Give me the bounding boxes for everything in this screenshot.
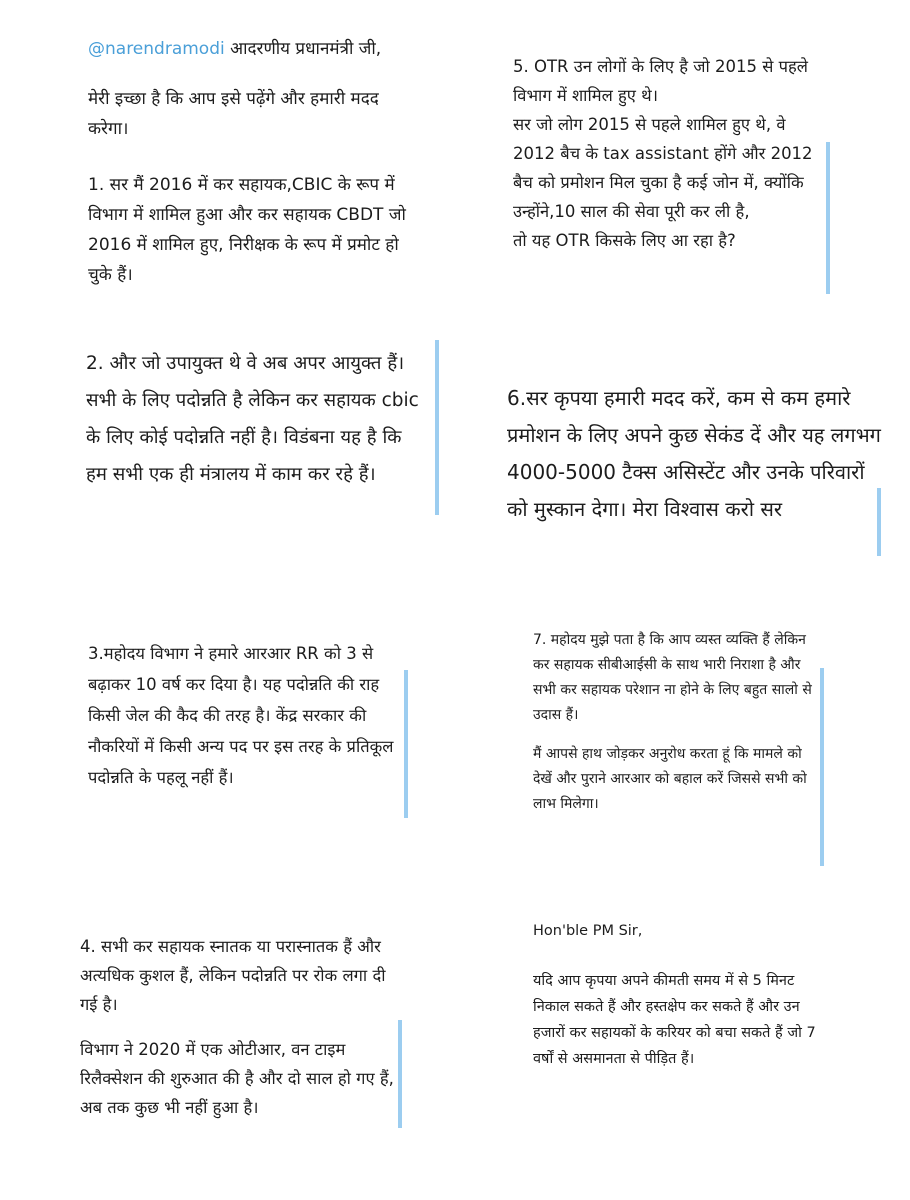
point-4b-text: विभाग ने 2020 में एक ओटीआर, वन टाइम रिलैक्सेशन की शुरुआत की है और दो साल हो गए हैं, अब तक कुछ भी नहीं हुआ है। [80,1040,394,1117]
point-7-note [533,628,818,817]
point-7a-text: 7. महोदय मुझे पता है कि आप व्यस्त व्यक्ति हैं लेकिन कर सहायक सीबीआईसी के साथ भारी निराशा है और सभी कर सहायक परेशान ना होने के लिए बहुत सालो से उदास हैं। [533,632,812,723]
point-1-text: 1. सर मैं 2016 में कर सहायक,CBIC के रूप में विभाग में शामिल हुआ और कर सहायक CBDT जो 2016 में शामिल हुए, निरीक्षक के रूप में प्रमोट हो चुके हैं। [88,175,406,285]
point-2-note [86,345,426,493]
point-7b-text: मैं आपसे हाथ जोड़कर अनुरोध करता हूं कि मामले को देखें और पुराने आरआर को बहाल करें जिससे सभी को लाभ मिलेगा। [533,746,807,812]
margin-bar-point-4 [398,1020,402,1128]
point-4-note [80,932,395,1122]
point-5-note [513,52,823,255]
intro-paragraph [88,84,418,144]
margin-bar-point-5 [826,142,830,294]
point-1-note [88,170,413,290]
intro-text: मेरी इच्छा है कि आप इसे पढ़ेंगे और हमारी मदद करेगा। [88,89,379,139]
margin-bar-point-2 [435,340,439,515]
point-3-note [88,638,398,793]
point-4a-text: 4. सभी कर सहायक स्नातक या परास्नातक हैं और अत्यधिक कुशल हैं, लेकिन पदोन्नति पर रोक लगा दी गई है। [80,937,386,1014]
closing-salutation: Hon'ble PM Sir, [533,923,643,939]
closing-note [533,918,828,1072]
greeting-text: आदरणीय प्रधानमंत्री जी, [224,39,382,59]
salutation-line [88,36,418,62]
point-6-note [507,380,882,528]
point-5a-text: 5. OTR उन लोगों के लिए है जो 2015 से पहले विभाग में शामिल हुए थे। [513,57,808,105]
closing-text: यदि आप कृपया अपने कीमती समय में से 5 मिनट निकाल सकते हैं और हस्तक्षेप कर सकते हैं और उन हजारों कर सहायकों के करियर को बचा सकते हैं जो 7 वर्षों से असमानता से पीड़ित हैं। [533,973,816,1067]
margin-bar-point-7 [820,668,824,866]
point-2-text: 2. और जो उपायुक्त थे वे अब अपर आयुक्त हैं। सभी के लिए पदोन्नति है लेकिन कर सहायक cbic के लिए कोई पदोन्नति नहीं है। विडंबना यह है कि हम सभी एक ही मंत्रालय में काम कर रहे हैं। [86,353,419,485]
mention-handle[interactable]: @narendramodi [88,39,225,59]
margin-bar-point-6 [877,488,881,556]
point-3-text: 3.महोदय विभाग ने हमारे आरआर RR को 3 से बढ़ाकर 10 वर्ष कर दिया है। यह पदोन्नति की राह किसी जेल की कैद की तरह है। केंद्र सरकार की नौकरियों में किसी अन्य पद पर इस तरह के प्रतिकूल पदोन्नति के पहलू नहीं हैं। [88,644,394,787]
point-5c-text: तो यह OTR किसके लिए आ रहा है? [513,231,736,250]
point-5b-text: सर जो लोग 2015 से पहले शामिल हुए थे, वे 2012 बैच के tax assistant होंगे और 2012 बैच को प्रमोशन मिल चुका है कई जोन में, क्योंकि उन्होंने,10 साल की सेवा पूरी कर ली है, [513,115,813,221]
point-6-text: 6.सर कृपया हमारी मदद करें, कम से कम हमारे प्रमोशन के लिए अपने कुछ सेकंड दें और यह लगभग 4000-5000 टैक्स असिस्टेंट और उनके परिवारों को मुस्कान देगा। मेरा विश्वास करो सर [507,386,881,521]
margin-bar-point-3 [404,670,408,818]
